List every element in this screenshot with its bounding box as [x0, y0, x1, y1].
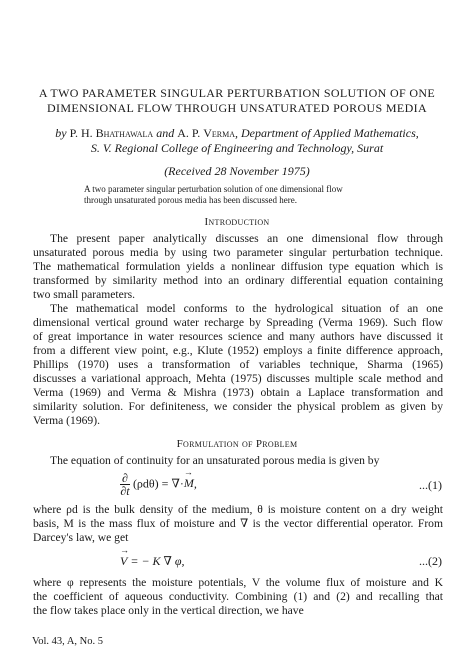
eq2-text-line-3: the flow takes place only in the vertical direction, we have [33, 604, 304, 617]
partial-derivative [120, 472, 130, 497]
intro-p2-line-7: Verma (1969) and Verma & Mishra (1973) obtain a Laplace transformation and [33, 386, 443, 399]
partial-t: ∂t [120, 484, 130, 498]
intro-p2-line-4: from a different view point, e.g., Klute (1952) employs a finite difference approach, [33, 344, 443, 357]
formulation-heading: Formulation of Problem [176, 438, 298, 450]
formulation-intro: The equation of continuity for an unsaturated porous media is given by [50, 454, 380, 467]
intro-p1-line-3: The mathematical formulation yields a nonlinear diffusion type equation which is [33, 260, 443, 273]
eq1-text-line-1: where ρd is the bulk density of the medium, θ is moisture content on a dry weight [33, 503, 443, 516]
equation-2-rhs: = − K ∇ φ, [127, 554, 185, 568]
equation-2-number: ...(2) [419, 554, 442, 568]
journal-volume-footer: Vol. 43, A, No. 5 [32, 636, 103, 647]
author-1-surname: Bhathawala [95, 126, 154, 140]
partial-symbol: ∂ [122, 471, 128, 485]
equation-2 [120, 554, 185, 569]
intro-p2-line-8: similarity solution. For definiteness, we consider the physical problem as given by [33, 400, 443, 413]
equation-1-end: , [193, 476, 197, 491]
author-2-surname: Verma [203, 126, 235, 140]
abstract-line-2: through unsaturated porous media has been discussed here. [84, 195, 297, 205]
mass-flux-vector: → M [184, 476, 194, 491]
paper-title-line-2: DIMENSIONAL FLOW THROUGH UNSATURATED POROUS MEDIA [47, 101, 427, 115]
dot-symbol: · [179, 476, 184, 491]
paper-title-line-1: A TWO PARAMETER SINGULAR PERTURBATION SOLUTION OF ONE [38, 86, 436, 100]
equation-1-lhs: (ρdθ) = [132, 476, 172, 491]
intro-p1-line-1: The present paper analytically discusses an one dimensional flow through [50, 232, 443, 245]
introduction-heading: Introduction [204, 216, 270, 228]
author-2-initials: A. P. [177, 126, 201, 140]
affiliation-line-1: , Department of Applied Mathematics, [234, 126, 419, 140]
intro-p2-line-1: The mathematical model conforms to the hydrological situation of an one [50, 302, 443, 315]
intro-p1-line-4: transformed by similarity method into an ordinary differential equation containing [33, 274, 443, 287]
author-line [0, 126, 474, 140]
affiliation-line-2: S. V. Regional College of Engineering and Technology, Surat [90, 141, 384, 155]
abstract-line-1: A two parameter singular perturbation solution of one dimensional flow [84, 184, 343, 194]
volume-flux-vector: → V [120, 554, 127, 569]
and-word: and [156, 126, 175, 140]
eq2-text-line-2: the coefficient of aqueous conductivity. Combining (1) and (2) and recalling that [33, 590, 443, 603]
intro-p1-line-2: unsaturated porous media by using two parameter singular perturbation technique. [33, 246, 443, 259]
eq2-text-line-1: where φ represents the moisture potentials, V the volume flux of moisture and K [33, 576, 443, 589]
nabla-symbol: ∇ [171, 476, 180, 491]
by-word: by [55, 126, 67, 140]
intro-p2-line-3: of great importance in water resources science and many authors have discussed it [33, 330, 443, 343]
intro-p2-line-2: dimensional vertical ground water recharge by Spreading (Verma 1969). Such flow [33, 316, 443, 329]
eq1-text-line-2: basis, M is the mass flux of moisture and ∇ is the vector differential operator. From [33, 517, 443, 530]
equation-1 [120, 472, 197, 497]
author-1-initials: P. H. [69, 126, 93, 140]
equation-1-number: ...(1) [419, 478, 442, 492]
intro-p2-line-5: Phillips (1970) uses a transformation of variables technique, Sharma (1965) [33, 358, 443, 371]
intro-p1-line-5: two small parameters. [33, 288, 136, 301]
received-date: (Received 28 November 1975) [164, 164, 310, 178]
intro-p2-line-9: Verma (1969). [33, 414, 100, 427]
intro-p2-line-6: discusses a variational approach, Mehta (1975) discusses multiple scale method and [33, 372, 443, 385]
eq1-text-line-3: Darcey's law, we get [33, 531, 129, 544]
